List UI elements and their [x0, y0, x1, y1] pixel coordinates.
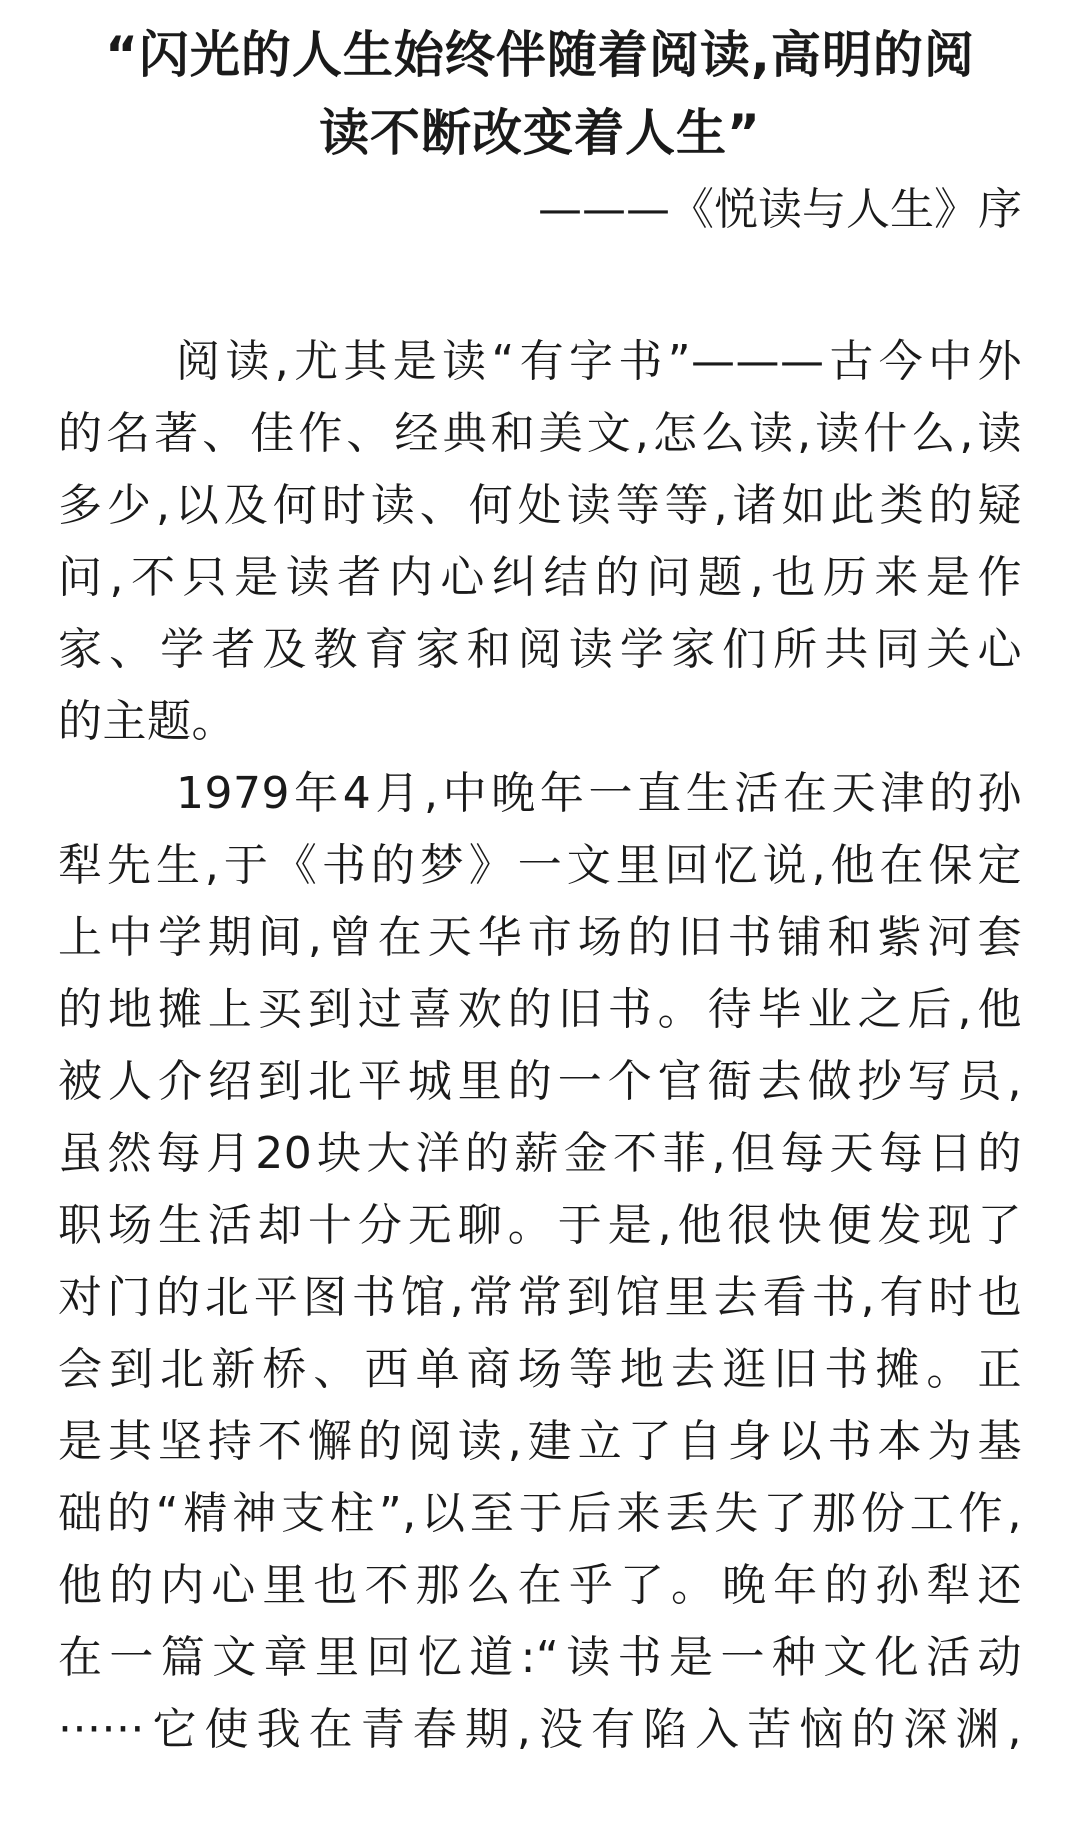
paragraph-1 — [58, 326, 1022, 758]
paragraph-line: 被人介绍到北平城里的一个官衙去做抄写员, — [58, 1056, 1022, 1107]
paragraph-line: 1979年4月,中晚年一直生活在天津的孙 — [176, 768, 1022, 819]
headline-line: “闪光的人生始终伴随着阅读,高明的阅 — [105, 26, 975, 84]
paragraph-line: 职场生活却十分无聊。于是,他很快便发现了 — [58, 1200, 1022, 1251]
paragraph-line: 犁先生,于《书的梦》一文里回忆说,他在保定 — [58, 840, 1022, 891]
paragraph-line: 的名著、佳作、经典和美文,怎么读,读什么,读 — [58, 408, 1022, 459]
paragraph-line: 在一篇文章里回忆道:“读书是一种文化活动 — [58, 1632, 1022, 1683]
paragraph-line: ······它使我在青春期,没有陷入苦恼的深渊, — [58, 1704, 1022, 1755]
paragraph-2 — [58, 758, 1022, 1766]
headline-quote — [58, 16, 1022, 172]
paragraph-line: 多少,以及何时读、何处读等等,诸如此类的疑 — [58, 480, 1022, 531]
paragraph-line: 对门的北平图书馆,常常到馆里去看书,有时也 — [58, 1272, 1022, 1323]
article-page — [58, 0, 1022, 1826]
paragraph-line: 是其坚持不懈的阅读,建立了自身以书本为基 — [58, 1416, 1022, 1467]
headline-line: 读不断改变着人生” — [319, 104, 761, 162]
paragraph-line: 会到北新桥、西单商场等地去逛旧书摊。正 — [58, 1344, 1022, 1395]
paragraph-line: 的主题。 — [58, 696, 236, 747]
paragraph-line: 问,不只是读者内心纠结的问题,也历来是作 — [58, 552, 1022, 603]
paragraph-line: 础的“精神支柱”,以至于后来丢失了那份工作, — [58, 1488, 1022, 1539]
article-body — [58, 326, 1022, 1766]
paragraph-line: 的地摊上买到过喜欢的旧书。待毕业之后,他 — [58, 984, 1022, 1035]
paragraph-line: 阅读,尤其是读“有字书”———古今中外 — [176, 336, 1022, 387]
paragraph-line: 虽然每月20块大洋的薪金不菲,但每天每日的 — [58, 1128, 1022, 1179]
paragraph-line: 上中学期间,曾在天华市场的旧书铺和紫河套 — [58, 912, 1022, 963]
paragraph-line: 家、学者及教育家和阅读学家们所共同关心 — [58, 624, 1022, 675]
quote-source: ———《悦读与人生》序 — [538, 184, 1022, 235]
paragraph-line: 他的内心里也不那么在乎了。晚年的孙犁还 — [58, 1560, 1022, 1611]
